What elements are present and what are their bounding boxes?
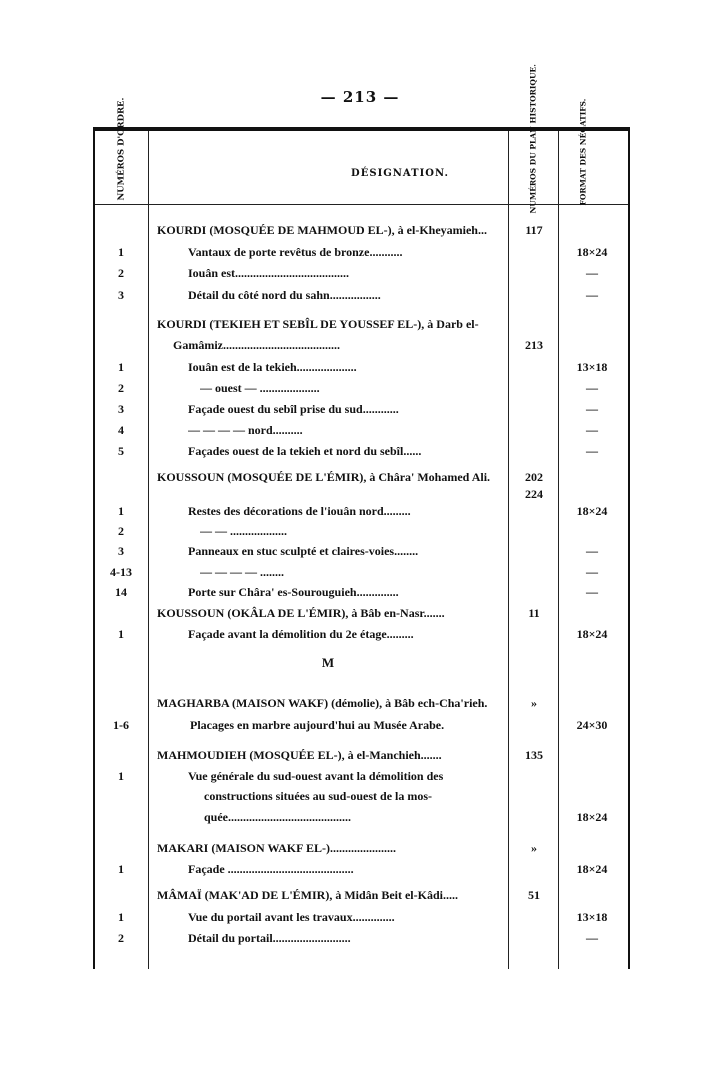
table-row <box>0 263 720 283</box>
designation: Façade avant la démolition du 2e étage......... <box>188 627 414 641</box>
order-number: 1 <box>118 504 124 518</box>
header-rule <box>95 204 628 205</box>
table-row <box>0 745 720 765</box>
designation: Placages en marbre aujourd'hui au Musée Arabe. <box>190 718 445 732</box>
table-row <box>0 807 720 827</box>
table-row <box>0 838 720 858</box>
designation: MAGHARBA (MAISON WAKF) (démolie), à Bâb ech-Cha'rieh. <box>157 696 488 710</box>
designation: — — — — ........ <box>200 565 284 579</box>
negative-format: 18×24 <box>576 627 608 641</box>
designation: KOURDI (MOSQUÉE DE MAHMOUD EL-), à el-Kheyamieh... <box>157 223 487 237</box>
negative-format: — <box>586 565 598 579</box>
negative-format: 13×18 <box>576 910 608 924</box>
designation: MÂMAÏ (MAK'AD DE L'ÉMIR), à Midân Beit el-Kâdi..... <box>157 888 458 902</box>
designation: Vantaux de porte revêtus de bronze........... <box>188 245 403 259</box>
table-row <box>0 501 720 521</box>
order-number: 4-13 <box>110 565 132 579</box>
header-designation: DÉSIGNATION. <box>351 168 449 179</box>
designation: Détail du portail.......................... <box>188 931 351 945</box>
header-plan: NUMÉROS DU PLAN HISTORIQUE. <box>528 64 538 214</box>
order-number: 5 <box>118 444 124 458</box>
negative-format: — <box>586 402 598 416</box>
plan-number: 224 <box>525 487 543 501</box>
table-row <box>0 786 720 806</box>
designation: MAHMOUDIEH (MOSQUÉE EL-), à el-Manchieh....... <box>157 748 442 762</box>
designation: Restes des décorations de l'iouân nord......... <box>188 504 411 518</box>
order-number: 3 <box>118 402 124 416</box>
table-row <box>0 285 720 305</box>
plan-number: 213 <box>525 338 543 352</box>
order-number: 1 <box>118 862 124 876</box>
designation: KOUSSOUN (OKÂLA DE L'ÉMIR), à Bâb en-Nasr....... <box>157 606 445 620</box>
negative-format: — <box>586 544 598 558</box>
order-number: 2 <box>118 266 124 280</box>
table-row <box>0 521 720 541</box>
order-number: 1 <box>118 769 124 783</box>
negative-format: — <box>586 423 598 437</box>
designation: Vue du portail avant les travaux.............. <box>188 910 395 924</box>
header-format: FORMAT DES NÉGATIFS. <box>578 98 588 206</box>
table-row <box>0 766 720 786</box>
order-number: 3 <box>118 288 124 302</box>
table-row <box>0 885 720 905</box>
order-number: 1 <box>118 360 124 374</box>
order-number: 2 <box>118 931 124 945</box>
order-number: 1 <box>118 245 124 259</box>
plan-number: 117 <box>525 223 543 237</box>
order-number: 1 <box>118 910 124 924</box>
negative-format: — <box>586 931 598 945</box>
negative-format: — <box>586 444 598 458</box>
negative-format: 24×30 <box>576 718 608 732</box>
table-row <box>0 541 720 561</box>
designation: — ouest — .................... <box>200 381 320 395</box>
designation: — — — — nord.......... <box>188 423 303 437</box>
table-row <box>0 441 720 461</box>
negative-format: — <box>586 381 598 395</box>
table-row <box>0 242 720 262</box>
designation: Iouân est de la tekieh.................... <box>188 360 357 374</box>
negative-format: 18×24 <box>576 245 608 259</box>
order-number: 2 <box>118 381 124 395</box>
table-row <box>0 928 720 948</box>
order-number: 1 <box>118 627 124 641</box>
plan-number: 202 <box>525 470 543 484</box>
designation: constructions situées au sud-ouest de la mos- <box>204 789 433 803</box>
order-number: 14 <box>115 585 127 599</box>
designation: quée......................................... <box>204 810 351 824</box>
table-row <box>0 603 720 623</box>
negative-format: — <box>586 585 598 599</box>
designation: Panneaux en stuc sculpté et claires-voies........ <box>188 544 419 558</box>
negative-format: — <box>586 266 598 280</box>
designation: Porte sur Châra' es-Sourouguieh.............. <box>188 585 399 599</box>
designation: KOURDI (TEKIEH ET SEBÎL DE YOUSSEF EL-), à Darb el- <box>157 317 479 331</box>
designation: Vue générale du sud-ouest avant la démolition des <box>188 769 444 783</box>
table-row <box>0 624 720 644</box>
table-row <box>0 859 720 879</box>
designation: Façade ouest du sebîl prise du sud............ <box>188 402 399 416</box>
table-row <box>0 420 720 440</box>
table-row <box>0 907 720 927</box>
designation: M <box>321 655 335 670</box>
negative-format: — <box>586 288 598 302</box>
page-number: — 213 — <box>320 88 400 106</box>
order-number: 3 <box>118 544 124 558</box>
designation: Iouân est...................................... <box>188 266 350 280</box>
table-row <box>0 335 720 355</box>
negative-format: 18×24 <box>576 862 608 876</box>
plan-number: 135 <box>525 748 543 762</box>
table-row <box>0 562 720 582</box>
table-row <box>0 693 720 713</box>
plan-number: 51 <box>528 888 540 902</box>
table-row <box>0 653 720 673</box>
designation: MAKARI (MAISON WAKF EL-)...................... <box>157 841 396 855</box>
designation: Façades ouest de la tekieh et nord du sebîl...... <box>188 444 422 458</box>
table-row <box>0 399 720 419</box>
designation: Façade .......................................... <box>188 862 354 876</box>
designation: Gamâmiz....................................... <box>173 338 340 352</box>
table-row <box>0 378 720 398</box>
table-row <box>0 715 720 735</box>
designation: Détail du côté nord du sahn................. <box>188 288 381 302</box>
designation: KOUSSOUN (MOSQUÉE DE L'ÉMIR), à Châra' Mohamed Ali. <box>157 470 491 484</box>
header-order: NUMÉROS D'ORDRE. <box>116 97 127 201</box>
designation: — — ................... <box>200 524 287 538</box>
negative-format: 13×18 <box>576 360 608 374</box>
table-row <box>0 582 720 602</box>
order-number: 4 <box>118 423 124 437</box>
plan-number: » <box>531 841 537 855</box>
order-number: 2 <box>118 524 124 538</box>
table-row <box>0 357 720 377</box>
negative-format: 18×24 <box>576 810 608 824</box>
plan-number: 11 <box>528 606 540 620</box>
table-row <box>0 220 720 240</box>
plan-number: » <box>531 696 537 710</box>
negative-format: 18×24 <box>576 504 608 518</box>
table-row <box>0 314 720 334</box>
order-number: 1-6 <box>113 718 129 732</box>
